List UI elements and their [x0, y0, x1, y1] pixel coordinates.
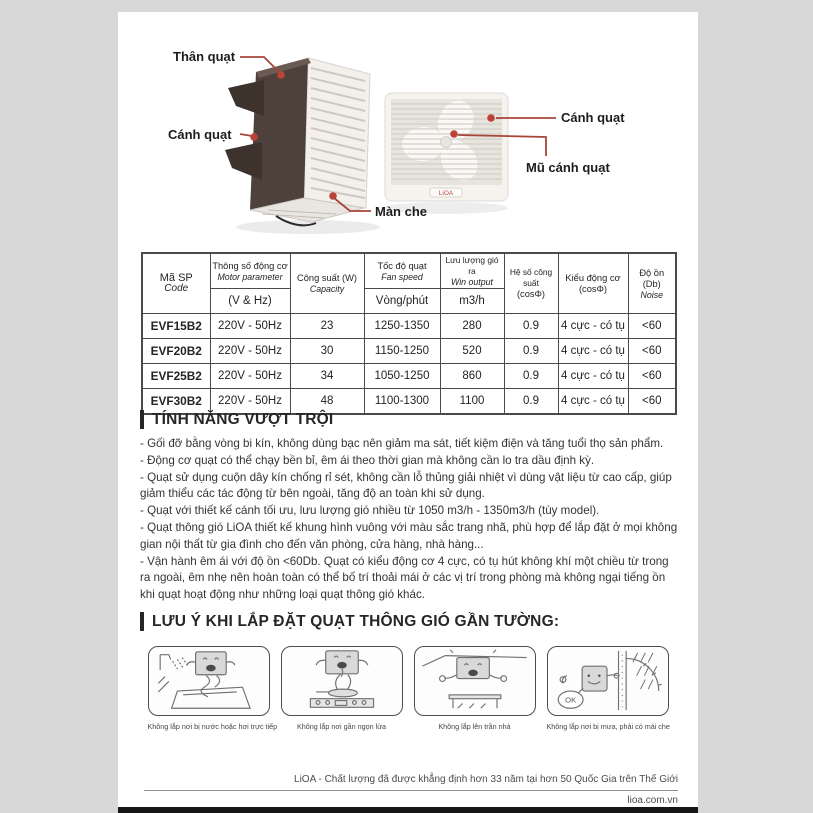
header-cell-motor-type: [558, 253, 628, 314]
footer: [144, 773, 678, 806]
cell-motor: 4 cực - có tụ: [558, 364, 628, 389]
header-en: Win output: [451, 277, 493, 287]
header-vi: Kiểu động cơ: [565, 272, 621, 283]
header-sub: (cosΦ): [516, 289, 546, 299]
header-en: Code: [164, 283, 189, 294]
features-section: [140, 410, 678, 604]
cell-motor: 4 cực - có tụ: [558, 339, 628, 364]
cell-cos: 0.9: [504, 339, 558, 364]
cell-power: 48: [290, 389, 364, 415]
side-view-fan-illustration: [225, 58, 380, 234]
cell-cos: 0.9: [504, 364, 558, 389]
product-diagram: [118, 30, 698, 245]
cell-voltage: 220V - 50Hz: [210, 364, 290, 389]
label-shutter: Màn che: [375, 204, 428, 219]
cell-noise: <60: [628, 314, 676, 339]
header-cell-speed: [364, 253, 440, 289]
warning-caption: Không lắp nơi gần ngọn lửa: [296, 722, 387, 731]
cell-voltage: 220V - 50Hz: [210, 339, 290, 364]
header-en: Motor parameter: [217, 271, 283, 282]
front-view-fan-illustration: [384, 93, 508, 214]
footer-tagline: LiOA - Chất lượng đã được khẳng định hơn 33 năm tại hơn 50 Quốc Gia trên Thế Giới: [294, 774, 678, 785]
cell-voltage: 220V - 50Hz: [210, 389, 290, 415]
warning-illustration-water: [148, 646, 270, 716]
cell-power: 30: [290, 339, 364, 364]
header-subcell-m3h: m3/h: [440, 289, 504, 314]
cell-motor: 4 cực - có tụ: [558, 314, 628, 339]
cell-code: EVF20B2: [142, 339, 210, 364]
warning-illustration-ceiling: [414, 646, 536, 716]
cell-flow: 1100: [440, 389, 504, 415]
feature-item: - Quạt thông gió LiOA thiết kế khung hình vuông với màu sắc trang nhã, phù hợp để lắp đặt ở mọi không gian nội thất từ gia đình cho đến văn phòng, cửa hàng, nhà hàng...: [140, 520, 678, 551]
table-row: [142, 314, 676, 339]
table-row: [142, 364, 676, 389]
warning-caption: Không lắp lên trần nhà: [438, 722, 511, 731]
cell-noise: <60: [628, 339, 676, 364]
footer-website: lioa.com.vn: [627, 795, 678, 806]
label-blade-cap: Mũ cánh quạt: [526, 160, 610, 175]
header-vi: Hệ số công suất: [509, 267, 553, 288]
header-subcell-volt: (V & Hz): [210, 289, 290, 314]
cell-noise: <60: [628, 389, 676, 415]
cell-speed: 1100-1300: [364, 389, 440, 415]
warning-figure: [281, 646, 403, 731]
header-en: Capacity: [309, 284, 345, 294]
cell-code: EVF30B2: [142, 389, 210, 415]
cell-speed: 1150-1250: [364, 339, 440, 364]
header-cell-capacity: [290, 253, 364, 314]
content-card: [118, 12, 698, 807]
photo-bottom-edge: [118, 807, 698, 813]
feature-item: - Quạt sử dụng cuộn dây kín chống rỉ sét, không cần lỗ thủng giải nhiệt vì dùng vật liệu từ cao cấp, giúp giảm thiểu các tác động từ bên ngoài, tăng độ an toàn khi sử dụng.: [140, 470, 672, 501]
header-cell-code: [142, 253, 210, 314]
header-sub: (cosΦ): [578, 283, 608, 294]
cell-flow: 860: [440, 364, 504, 389]
spec-table: [141, 252, 677, 415]
header-cell-noise: [628, 253, 676, 314]
cell-flow: 280: [440, 314, 504, 339]
feature-item: - Vận hành êm ái với độ ồn <60Db. Quạt có kiểu động cơ 4 cực, có tụ hút không khí một chiều từ trong ra ngoài, êm nhẹ nên hoàn toàn có thể bố trí thoải mái ở các vị trí trong phòng mà không ngại tiếng ồn khi quạt hoạt động như những loại quạt thông gió khác.: [140, 554, 669, 602]
warning-figure: [547, 646, 669, 731]
fan-blade-shape: [225, 142, 262, 180]
warning-caption: Không lắp nơi bị nước hoặc hơi trực tiếp: [147, 722, 278, 731]
header-vi: Tốc độ quạt: [377, 260, 427, 271]
warning-illustration-rain: [547, 646, 669, 716]
feature-item: - Động cơ quạt có thể chạy bền bỉ, êm ái theo thời gian mà không cần lo tra dầu định kỳ.: [140, 453, 595, 467]
notes-title: LƯU Ý KHI LẮP ĐẶT QUẠT THÔNG GIÓ GẦN TƯỜNG:: [140, 612, 684, 631]
header-vi: Thông số động cơ: [212, 260, 288, 271]
feature-item: - Gối đỡ bằng vòng bi kín, không dùng bạc nên giảm ma sát, tiết kiệm điện và tăng tuổi thọ sản phẩm.: [140, 437, 664, 450]
warning-figure: [414, 646, 536, 731]
cell-noise: <60: [628, 364, 676, 389]
header-cell-output: [440, 253, 504, 289]
header-cell-cos: [504, 253, 558, 314]
features-title: TÍNH NĂNG VƯỢT TRỘI: [140, 410, 678, 429]
cell-speed: 1050-1250: [364, 364, 440, 389]
cell-code: EVF25B2: [142, 364, 210, 389]
cell-cos: 0.9: [504, 314, 558, 339]
spec-table-section: [141, 252, 677, 415]
cell-flow: 520: [440, 339, 504, 364]
feature-item: - Quạt với thiết kế cánh tối ưu, lưu lượng gió nhiều từ 1050 m3/h - 1350m3/h (tùy model).: [140, 504, 600, 518]
installation-notes-section: [132, 612, 684, 731]
cell-cos: 0.9: [504, 389, 558, 415]
header-vi: Công suất (W): [297, 273, 357, 283]
label-fan-body: Thân quạt: [173, 49, 236, 64]
fan-blade-shape: [228, 80, 264, 116]
cell-power: 23: [290, 314, 364, 339]
ok-bubble-label: OK: [564, 695, 576, 705]
cell-speed: 1250-1350: [364, 314, 440, 339]
header-en: Fan speed: [381, 271, 423, 282]
cell-code: EVF15B2: [142, 314, 210, 339]
warning-figure: [147, 646, 278, 731]
header-vi: Độ ồn (Db): [639, 267, 665, 289]
footer-divider: [144, 790, 678, 791]
brand-badge-label: LiOA: [438, 190, 454, 197]
header-cell-motor: [210, 253, 290, 289]
cell-voltage: 220V - 50Hz: [210, 314, 290, 339]
header-vi: Lưu lượng gió ra: [445, 255, 499, 276]
header-vi: Mã SP: [159, 272, 193, 284]
cell-motor: 4 cực - có tụ: [558, 389, 628, 415]
header-en: Noise: [640, 289, 663, 300]
label-fan-blade-right: Cánh quạt: [561, 110, 625, 125]
table-row: [142, 339, 676, 364]
label-fan-blade-left: Cánh quạt: [168, 127, 232, 142]
warning-caption: Không lắp nơi bị mưa, phải có mái che: [546, 722, 670, 731]
header-subcell-rpm: Vòng/phút: [364, 289, 440, 314]
warning-illustration-fire: [281, 646, 403, 716]
cell-power: 34: [290, 364, 364, 389]
